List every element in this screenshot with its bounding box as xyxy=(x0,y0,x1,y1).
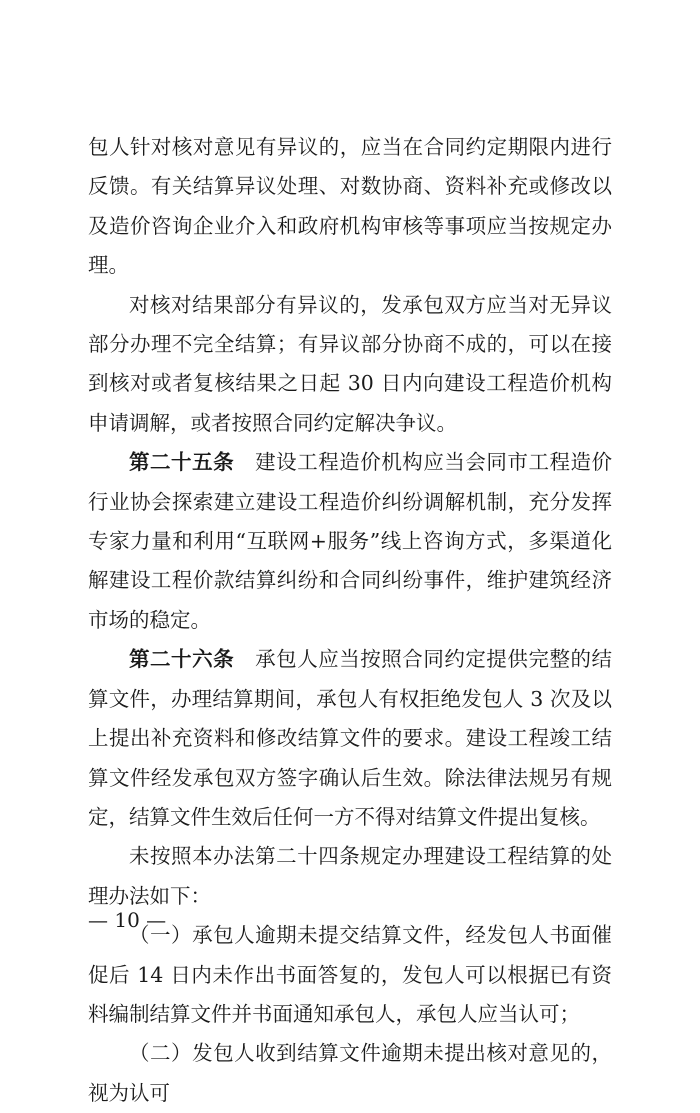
list-item-1 xyxy=(88,916,612,1034)
article-26 xyxy=(88,640,612,837)
list-item-text: （一）承包人逾期未提交结算文件，经发包人书面催促后 14 日内未作出书面答复的，发包人可以根据已有资料编制结算文件并书面通知承包人，承包人应当认可； xyxy=(88,923,612,1026)
article-text: 承包人应当按照合同约定提供完整的结算文件，办理结算期间，承包人有权拒绝发包人 3 次及以上提出补充资料和修改结算文件的要求。建设工程竣工结算文件经发承包双方签字确认后生效。除法律法规另有规定，结算文件生效后任何一方不得对结算文件提出复核。 xyxy=(88,647,613,829)
body-text xyxy=(88,128,612,1113)
article-25 xyxy=(88,443,612,640)
article-text: 建设工程造价机构应当会同市工程造价行业协会探索建立建设工程造价纠纷调解机制，充分发挥专家力量和利用“互联网+服务”线上咨询方式，多渠道化解建设工程价款结算纠纷和合同纠纷事件，维护建筑经济市场的稳定。 xyxy=(88,450,613,632)
paragraph-continuation xyxy=(88,128,612,286)
paragraph-text: 包人针对核对意见有异议的，应当在合同约定期限内进行反馈。有关结算异议处理、对数协商、资料补充或修改以及造价咨询企业介入和政府机构审核等事项应当按规定办理。 xyxy=(88,135,612,278)
paragraph-text: 未按照本办法第二十四条规定办理建设工程结算的处理办法如下： xyxy=(88,844,612,908)
article-heading: 第二十六条 xyxy=(129,647,235,672)
article-heading: 第二十五条 xyxy=(129,450,235,475)
page-number: — 10 — xyxy=(88,908,167,932)
paragraph-partial-objection xyxy=(88,286,612,444)
list-item-text: （二）发包人收到结算文件逾期未提出核对意见的，视为认可 xyxy=(88,1041,612,1105)
list-item-2 xyxy=(88,1034,612,1113)
paragraph-handling-methods xyxy=(88,837,612,916)
paragraph-text: 对核对结果部分有异议的，发承包双方应当对无异议部分办理不完全结算；有异议部分协商不成的，可以在接到核对或者复核结果之日起 30 日内向建设工程造价机构申请调解，或者按照合同约定解决争议。 xyxy=(88,292,612,435)
